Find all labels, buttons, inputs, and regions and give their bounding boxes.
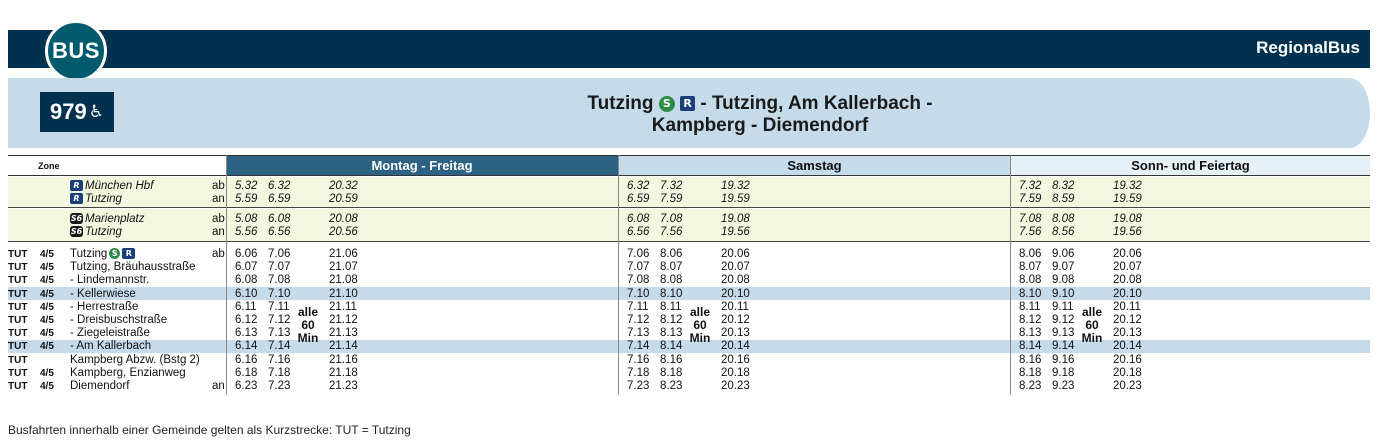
departure-time: 19.59 [721, 193, 750, 205]
divider [8, 207, 1370, 208]
departure-time: 8.16 [660, 353, 683, 366]
departure-time: 21.13 [329, 327, 358, 340]
regional-train-icon: R [70, 180, 83, 191]
departure-time: 7.06 [627, 248, 650, 260]
departure-time: 19.32 [1113, 180, 1142, 192]
tariff-zone: 4/5 [40, 301, 54, 313]
departure-time: 20.11 [1113, 300, 1141, 313]
frequency-line: Min [297, 331, 319, 345]
departure-time: 21.08 [329, 274, 358, 287]
departure-time: 20.08 [1113, 274, 1142, 287]
table-row [0, 288, 1378, 301]
departure-time: 7.06 [268, 248, 291, 260]
zone-code: TUT [8, 249, 28, 260]
departure-time: 20.23 [721, 380, 750, 392]
departure-time: 7.07 [268, 261, 291, 274]
frequency-note-weekday [295, 306, 321, 345]
frequency-line: 60 [1085, 318, 1099, 332]
departure-time: 5.56 [235, 226, 258, 238]
departure-time: 20.13 [721, 327, 750, 340]
s6-line-icon: S6 [70, 214, 83, 224]
wheelchair-icon: ♿ [88, 102, 104, 122]
frequency-line: Min [1081, 331, 1103, 345]
zone-code: TUT [8, 328, 28, 340]
departure-time: 19.32 [721, 180, 750, 192]
departure-time: 6.07 [235, 261, 258, 274]
connection-row [0, 213, 1378, 226]
tariff-zone: 4/5 [40, 262, 54, 274]
table-row [0, 380, 1378, 393]
departure-time: 6.32 [268, 180, 291, 192]
s6-line-icon: S6 [70, 227, 83, 237]
departure-time: 8.07 [1019, 261, 1042, 274]
departure-time: 8.23 [660, 380, 683, 392]
departure-time: 20.07 [1113, 261, 1142, 274]
stop-name: Tutzing [70, 248, 108, 260]
departure-time: 21.14 [329, 340, 358, 353]
divider [8, 241, 1370, 242]
departure-time: 20.08 [329, 213, 358, 225]
departure-time: 21.06 [329, 248, 358, 260]
departure-time: 8.06 [660, 248, 683, 260]
departure-time: 9.10 [1052, 287, 1075, 300]
header-bar [8, 30, 1370, 68]
tariff-zone: 4/5 [40, 275, 54, 287]
departure-time: 9.13 [1052, 327, 1075, 340]
arrival-departure-mark: ab [212, 248, 225, 260]
tariff-zone: 4/5 [40, 367, 54, 379]
departure-time: 8.16 [1019, 353, 1042, 366]
departure-time: 7.07 [627, 261, 650, 274]
departure-time: 20.07 [721, 261, 750, 274]
departure-time: 5.08 [235, 213, 258, 225]
departure-time: 20.32 [329, 180, 358, 192]
connection-row [0, 180, 1378, 193]
stop-name: Diemendorf [70, 380, 130, 392]
departure-time: 21.23 [329, 380, 358, 392]
frequency-note-sunday [1079, 306, 1105, 345]
zone-code: TUT [8, 288, 28, 300]
stop-name-cell [70, 327, 150, 340]
connection-row [0, 193, 1378, 206]
departure-time: 21.07 [329, 261, 358, 274]
departure-time: 7.16 [268, 353, 291, 366]
departure-time: 8.11 [1019, 300, 1041, 313]
stop-name-cell [70, 367, 186, 380]
zone-code: TUT [8, 301, 28, 313]
departure-time: 20.14 [721, 340, 750, 353]
departure-time: 8.08 [1019, 274, 1042, 287]
departure-time: 8.14 [660, 340, 683, 353]
departure-time: 8.12 [660, 314, 683, 326]
stop-name: - Kellerwiese [70, 287, 136, 300]
departure-time: 21.10 [329, 287, 358, 300]
stop-name-cell [70, 354, 200, 367]
connection-stop-name: München Hbf [85, 180, 154, 192]
bus-logo [45, 20, 107, 82]
departure-time: 7.14 [268, 340, 291, 353]
departure-time: 20.23 [1113, 380, 1142, 392]
departure-time: 21.12 [329, 314, 358, 326]
arrival-departure-mark: an [212, 380, 225, 392]
stop-name-cell [70, 380, 129, 393]
table-row [0, 367, 1378, 380]
departure-time: 8.08 [660, 274, 683, 287]
departure-time: 9.14 [1052, 340, 1075, 353]
s-bahn-icon: S [109, 248, 120, 259]
arrival-departure-mark: an [212, 193, 225, 205]
regional-train-icon: R [70, 193, 83, 204]
departure-time: 7.08 [627, 274, 650, 287]
departure-time: 7.13 [627, 327, 650, 340]
frequency-line: alle [689, 305, 710, 319]
zone-code: TUT [8, 262, 28, 274]
departure-time: 8.56 [1052, 226, 1075, 238]
arrival-departure-mark: an [212, 226, 225, 238]
departure-time: 7.18 [627, 366, 650, 379]
route-title-origin: Tutzing [587, 93, 654, 114]
tariff-zone: 4/5 [40, 288, 54, 300]
saturday-header: Samstag [618, 155, 1010, 176]
departure-time: 20.06 [721, 248, 750, 260]
departure-time: 8.06 [1019, 248, 1042, 260]
departure-time: 19.59 [1113, 193, 1142, 205]
departure-time: 20.08 [721, 274, 750, 287]
departure-time: 8.13 [1019, 327, 1042, 340]
table-row [0, 354, 1378, 367]
departure-time: 6.12 [235, 314, 258, 326]
departure-time: 20.56 [329, 226, 358, 238]
departure-time: 20.11 [721, 300, 749, 313]
frequency-line: 60 [301, 318, 315, 332]
departure-time: 21.16 [329, 353, 358, 366]
departure-time: 9.11 [1052, 300, 1074, 313]
frequency-line: alle [1081, 305, 1102, 319]
departure-time: 21.11 [329, 300, 357, 313]
zone-code: TUT [8, 354, 28, 366]
departure-time: 6.08 [268, 213, 291, 225]
departure-time: 6.06 [235, 248, 258, 260]
regional-train-icon: R [122, 248, 135, 259]
departure-time: 6.23 [235, 380, 258, 392]
departure-time: 20.13 [1113, 327, 1142, 340]
departure-time: 8.59 [1052, 193, 1075, 205]
bus-logo-text: BUS [52, 38, 100, 63]
departure-time: 21.18 [329, 366, 358, 379]
departure-time: 20.16 [721, 353, 750, 366]
zone-code: TUT [8, 381, 28, 392]
departure-time: 7.59 [660, 193, 683, 205]
departure-time: 19.08 [721, 213, 750, 225]
departure-time: 8.32 [1052, 180, 1075, 192]
departure-time: 7.32 [1019, 180, 1042, 192]
departure-time: 7.08 [1019, 213, 1042, 225]
zone-code: TUT [8, 367, 28, 379]
stop-name: Kampberg Abzw. (Bstg 2) [70, 353, 200, 366]
departure-time: 6.18 [235, 366, 258, 379]
stop-name-cell [70, 340, 151, 353]
connection-stop [70, 180, 153, 193]
tariff-zone: 4/5 [40, 381, 54, 392]
zone-column-header: Zone [8, 155, 226, 176]
departure-time: 7.16 [627, 353, 650, 366]
departure-time: 8.13 [660, 327, 683, 340]
departure-time: 8.18 [660, 366, 683, 379]
departure-time: 7.23 [627, 380, 650, 392]
stop-name: Tutzing, Bräuhausstraße [70, 261, 196, 274]
departure-time: 9.08 [1052, 274, 1075, 287]
departure-time: 9.18 [1052, 366, 1075, 379]
table-row [0, 261, 1378, 274]
stop-name-cell [70, 314, 167, 327]
departure-time: 19.56 [721, 226, 750, 238]
departure-time: 7.12 [627, 314, 650, 326]
departure-time: 7.18 [268, 366, 291, 379]
regional-train-icon: R [680, 96, 695, 111]
table-row [0, 248, 1378, 261]
departure-time: 8.12 [1019, 314, 1042, 326]
arrival-departure-mark: ab [212, 213, 225, 225]
departure-time: 7.11 [627, 300, 649, 313]
connection-stop [70, 193, 122, 206]
frequency-line: 60 [693, 318, 707, 332]
table-row [0, 274, 1378, 287]
departure-time: 8.11 [660, 300, 682, 313]
departure-time: 6.59 [627, 193, 650, 205]
zone-code: TUT [8, 341, 28, 353]
departure-time: 6.11 [235, 300, 257, 313]
departure-time: 19.56 [1113, 226, 1142, 238]
departure-time: 7.56 [1019, 226, 1042, 238]
stop-name-cell [70, 288, 136, 301]
region-label: RegionalBus [1256, 38, 1360, 57]
departure-time: 20.18 [1113, 366, 1142, 379]
departure-time: 9.06 [1052, 248, 1075, 260]
departure-time: 6.13 [235, 327, 258, 340]
departure-time: 8.18 [1019, 366, 1042, 379]
departure-time: 7.32 [660, 180, 683, 192]
connection-stop [70, 226, 122, 239]
departure-time: 7.10 [627, 287, 650, 300]
stop-name: - Am Kallerbach [70, 340, 152, 353]
tariff-zone: 4/5 [40, 315, 54, 326]
connection-stop-name: Marienplatz [85, 213, 145, 225]
departure-time: 20.12 [721, 314, 750, 326]
departure-time: 7.59 [1019, 193, 1042, 205]
departure-time: 20.59 [329, 193, 358, 205]
connection-stop-name: Tutzing [85, 226, 122, 238]
departure-time: 9.07 [1052, 261, 1075, 274]
stop-name-cell [70, 248, 137, 261]
departure-time: 7.08 [268, 274, 291, 287]
departure-time: 5.59 [235, 193, 258, 205]
connection-stop-name: Tutzing [85, 193, 122, 205]
departure-time: 9.12 [1052, 314, 1075, 326]
departure-time: 6.14 [235, 340, 258, 353]
departure-time: 9.23 [1052, 380, 1075, 392]
s-bahn-icon: S [659, 96, 675, 112]
tariff-zone: 4/5 [40, 328, 54, 340]
arrival-departure-mark: ab [212, 180, 225, 192]
departure-time: 7.23 [268, 380, 291, 392]
frequency-line: alle [297, 305, 318, 319]
stop-name: - Dreisbuschstraße [70, 314, 168, 326]
frequency-line: Min [689, 331, 711, 345]
departure-time: 6.10 [235, 287, 258, 300]
departure-time: 7.12 [268, 314, 291, 326]
departure-time: 8.08 [1052, 213, 1075, 225]
departure-time: 19.08 [1113, 213, 1142, 225]
departure-time: 7.13 [268, 327, 291, 340]
departure-time: 20.18 [721, 366, 750, 379]
departure-time: 9.16 [1052, 353, 1075, 366]
stop-name-cell [70, 301, 138, 314]
departure-time: 20.10 [721, 287, 750, 300]
departure-time: 8.07 [660, 261, 683, 274]
departure-time: 20.10 [1113, 287, 1142, 300]
departure-time: 6.16 [235, 353, 258, 366]
departure-time: 7.10 [268, 287, 291, 300]
departure-time: 7.56 [660, 226, 683, 238]
departure-time: 8.10 [1019, 287, 1042, 300]
departure-time: 6.08 [235, 274, 258, 287]
departure-time: 20.16 [1113, 353, 1142, 366]
connection-stop [70, 213, 144, 226]
departure-time: 6.56 [268, 226, 291, 238]
route-title-line1 [460, 93, 1060, 115]
departure-time: 8.10 [660, 287, 683, 300]
departure-time: 6.32 [627, 180, 650, 192]
departure-time: 6.56 [627, 226, 650, 238]
departure-time: 8.23 [1019, 380, 1042, 392]
line-number: 979 [50, 99, 87, 124]
footer-note: Busfahrten innerhalb einer Gemeinde gelten als Kurzstrecke: TUT = Tutzing [8, 423, 411, 437]
sunday-header: Sonn- und Feiertag [1010, 155, 1370, 176]
departure-time: 7.14 [627, 340, 650, 353]
route-title-via: - Tutzing, Am Kallerbach - [700, 93, 933, 114]
departure-time: 5.32 [235, 180, 258, 192]
zone-code: TUT [8, 275, 28, 287]
tariff-zone: 4/5 [40, 249, 54, 260]
weekday-header: Montag - Freitag [226, 155, 618, 176]
frequency-note-saturday [687, 306, 713, 345]
departure-time: 20.12 [1113, 314, 1142, 326]
departure-time: 8.14 [1019, 340, 1042, 353]
route-title-line2: Kampberg - Diemendorf [651, 115, 869, 136]
tariff-zone: 4/5 [40, 341, 54, 353]
departure-time: 20.14 [1113, 340, 1142, 353]
departure-time: 7.08 [660, 213, 683, 225]
connection-row [0, 226, 1378, 239]
line-badge [40, 92, 114, 132]
stop-name: - Lindemannstr. [70, 274, 150, 287]
stop-name: - Ziegeleistraße [70, 327, 150, 340]
stop-name: - Herrestraße [70, 300, 139, 313]
zone-code: TUT [8, 315, 28, 326]
stop-name-cell [70, 261, 196, 274]
departure-time: 20.06 [1113, 248, 1142, 260]
stop-name: Kampberg, Enzianweg [70, 366, 186, 379]
departure-time: 6.59 [268, 193, 291, 205]
departure-time: 7.11 [268, 300, 290, 313]
departure-time: 6.08 [627, 213, 650, 225]
stop-name-cell [70, 274, 149, 287]
